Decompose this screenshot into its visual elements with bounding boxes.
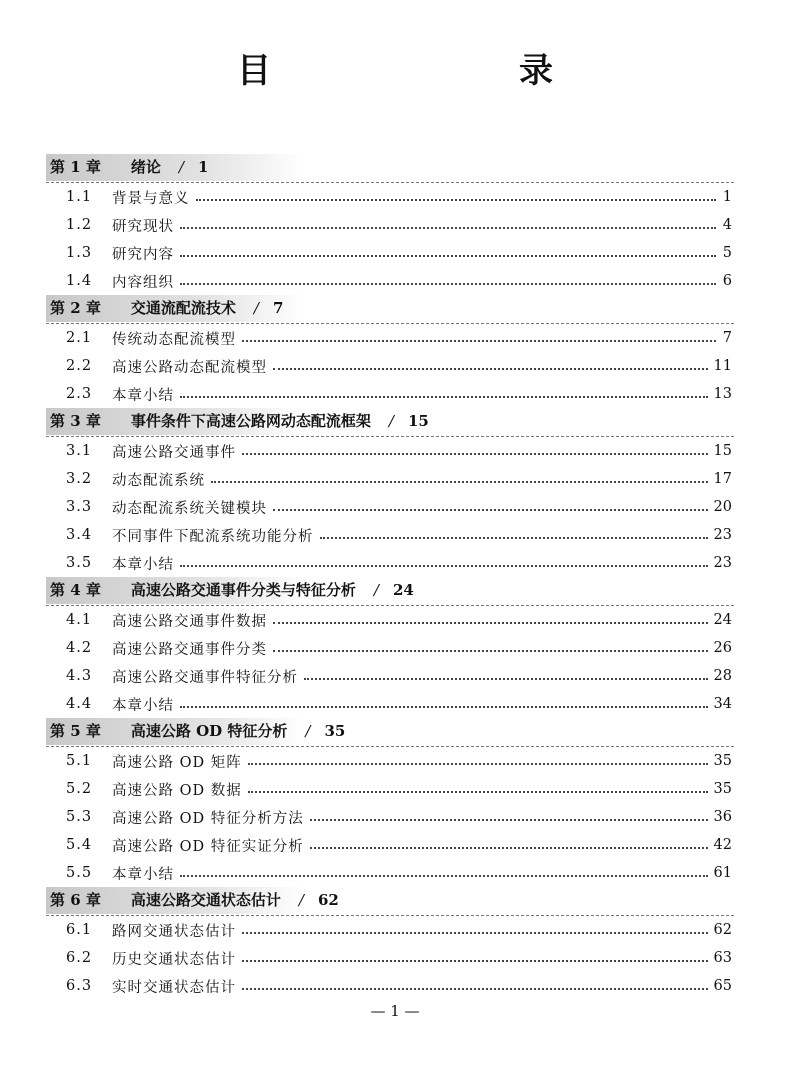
dot-leader [180, 395, 708, 398]
dot-leader [180, 705, 708, 708]
toc-entry[interactable] [46, 775, 734, 803]
section-page: 7 [722, 330, 732, 346]
chapter-heading[interactable] [46, 154, 734, 183]
section-page: 23 [713, 527, 732, 543]
toc-entry[interactable] [46, 521, 734, 549]
toc-entry[interactable] [46, 747, 734, 775]
section-number: 2.2 [66, 358, 93, 374]
dot-leader [304, 677, 708, 680]
section-title: 研究现状 [112, 218, 174, 235]
section-page: 6 [722, 273, 732, 289]
chapter-label: 第 5 章 [50, 722, 101, 740]
chapter-heading[interactable] [46, 295, 734, 324]
section-number: 5.4 [66, 837, 93, 853]
section-page: 35 [713, 753, 732, 769]
chapter-separator: / [178, 158, 184, 176]
section-title: 高速公路 OD 特征分析方法 [112, 810, 304, 827]
chapter-page: 35 [324, 722, 346, 740]
section-page: 63 [713, 950, 732, 966]
section-title: 高速公路交通事件分类 [112, 641, 267, 658]
section-number: 6.1 [66, 922, 93, 938]
section-title: 高速公路 OD 数据 [112, 782, 242, 799]
toc-entry[interactable] [46, 324, 734, 352]
chapter-page: 7 [272, 299, 284, 317]
section-title: 实时交通状态估计 [112, 979, 236, 996]
section-page: 13 [713, 386, 732, 402]
section-page: 36 [713, 809, 732, 825]
dot-leader [248, 762, 708, 765]
section-number: 1.4 [66, 273, 93, 289]
section-title: 本章小结 [112, 697, 174, 714]
section-page: 11 [713, 358, 732, 374]
section-number: 4.1 [66, 612, 93, 628]
chapter-page: 62 [317, 891, 339, 909]
section-title: 高速公路交通事件数据 [112, 613, 267, 630]
section-page: 17 [713, 471, 732, 487]
section-number: 3.3 [66, 499, 93, 515]
section-number: 4.3 [66, 668, 93, 684]
toc-entry[interactable] [46, 465, 734, 493]
section-title: 传统动态配流模型 [112, 331, 236, 348]
toc-entry[interactable] [46, 634, 734, 662]
section-number: 3.5 [66, 555, 93, 571]
chapter-heading-text [50, 408, 429, 435]
section-page: 62 [713, 922, 732, 938]
chapter-label: 第 1 章 [50, 158, 101, 176]
dot-leader [273, 649, 708, 652]
section-title: 高速公路动态配流模型 [112, 359, 267, 376]
dot-leader [310, 818, 708, 821]
dot-leader [242, 959, 708, 962]
section-number: 3.4 [66, 527, 93, 543]
section-page: 42 [713, 837, 732, 853]
section-title: 不同事件下配流系统功能分析 [112, 528, 314, 545]
chapter-title: 绪论 [130, 158, 161, 176]
page-number-footer: — 1 — [370, 1002, 420, 1020]
chapter-heading-text [50, 295, 283, 322]
section-title: 动态配流系统 [112, 472, 205, 489]
dot-leader [180, 254, 716, 257]
toc-entry[interactable] [46, 662, 734, 690]
chapter-separator: / [305, 722, 311, 740]
section-page: 26 [713, 640, 732, 656]
section-number: 3.2 [66, 471, 93, 487]
chapter-separator: / [373, 581, 379, 599]
chapter-heading[interactable] [46, 887, 734, 916]
section-page: 23 [713, 555, 732, 571]
section-page: 4 [722, 217, 732, 233]
section-number: 6.2 [66, 950, 93, 966]
section-number: 1.1 [66, 189, 93, 205]
chapter-heading[interactable] [46, 718, 734, 747]
section-number: 5.2 [66, 781, 93, 797]
dot-leader [273, 621, 708, 624]
section-page: 61 [713, 865, 732, 881]
section-title: 背景与意义 [112, 190, 190, 207]
dot-leader [180, 282, 716, 285]
toc-entry[interactable] [46, 493, 734, 521]
section-number: 3.1 [66, 443, 93, 459]
chapter-title: 事件条件下高速公路网动态配流框架 [130, 412, 371, 430]
chapter-label: 第 6 章 [50, 891, 101, 909]
dot-leader [248, 790, 708, 793]
section-title: 本章小结 [112, 866, 174, 883]
table-of-contents [46, 154, 734, 1000]
section-title: 路网交通状态估计 [112, 923, 236, 940]
chapter-title: 高速公路交通事件分类与特征分析 [130, 581, 356, 599]
chapter-heading-text [50, 154, 208, 181]
chapter-heading-text [50, 887, 339, 914]
section-number: 2.3 [66, 386, 93, 402]
chapter-title: 高速公路 OD 特征分析 [130, 722, 288, 740]
dot-leader [310, 846, 708, 849]
dot-leader [242, 987, 708, 990]
section-title: 本章小结 [112, 387, 174, 404]
chapter-heading[interactable] [46, 577, 734, 606]
section-title: 历史交通状态估计 [112, 951, 236, 968]
section-title: 内容组织 [112, 274, 174, 291]
chapter-page: 15 [407, 412, 429, 430]
toc-entry[interactable] [46, 690, 734, 718]
toc-entry[interactable] [46, 831, 734, 859]
section-page: 65 [713, 978, 732, 994]
section-page: 28 [713, 668, 732, 684]
section-number: 1.2 [66, 217, 93, 233]
section-number: 5.5 [66, 865, 93, 881]
chapter-separator: / [298, 891, 304, 909]
chapter-heading-text [50, 577, 414, 604]
section-number: 5.1 [66, 753, 93, 769]
chapter-separator: / [388, 412, 394, 430]
toc-entry[interactable] [46, 803, 734, 831]
section-title: 高速公路 OD 特征实证分析 [112, 838, 304, 855]
chapter-heading[interactable] [46, 408, 734, 437]
toc-entry[interactable] [46, 606, 734, 634]
chapter-page: 1 [197, 158, 209, 176]
dot-leader [211, 480, 708, 483]
section-title: 高速公路 OD 矩阵 [112, 754, 242, 771]
section-number: 5.3 [66, 809, 93, 825]
section-number: 4.2 [66, 640, 93, 656]
section-title: 高速公路交通事件特征分析 [112, 669, 298, 686]
toc-entry[interactable] [46, 916, 734, 944]
section-page: 1 [722, 189, 732, 205]
toc-entry[interactable] [46, 437, 734, 465]
dot-leader [242, 452, 708, 455]
section-title: 动态配流系统关键模块 [112, 500, 267, 517]
section-page: 34 [713, 696, 732, 712]
section-number: 6.3 [66, 978, 93, 994]
toc-entry[interactable] [46, 859, 734, 887]
dot-leader [273, 508, 708, 511]
chapter-label: 第 3 章 [50, 412, 101, 430]
toc-entry[interactable] [46, 183, 734, 211]
section-title: 本章小结 [112, 556, 174, 573]
section-page: 35 [713, 781, 732, 797]
dot-leader [320, 536, 708, 539]
section-page: 20 [713, 499, 732, 515]
section-page: 5 [722, 245, 732, 261]
toc-entry[interactable] [46, 352, 734, 380]
dot-leader [180, 226, 716, 229]
chapter-title: 高速公路交通状态估计 [130, 891, 281, 909]
section-title: 研究内容 [112, 246, 174, 263]
dot-leader [242, 339, 716, 342]
dot-leader [196, 198, 717, 201]
dot-leader [180, 564, 708, 567]
chapter-heading-text [50, 718, 345, 745]
page-title: 目 录 [237, 51, 613, 91]
section-page: 24 [713, 612, 732, 628]
toc-entry[interactable] [46, 267, 734, 295]
section-number: 2.1 [66, 330, 93, 346]
section-title: 高速公路交通事件 [112, 444, 236, 461]
section-number: 1.3 [66, 245, 93, 261]
section-page: 15 [713, 443, 732, 459]
chapter-page: 24 [392, 581, 414, 599]
dot-leader [242, 931, 708, 934]
chapter-title: 交通流配流技术 [130, 299, 236, 317]
dot-leader [180, 874, 708, 877]
dot-leader [273, 367, 708, 370]
toc-entry[interactable] [46, 972, 734, 1000]
chapter-separator: / [253, 299, 259, 317]
toc-entry[interactable] [46, 239, 734, 267]
toc-entry[interactable] [46, 549, 734, 577]
chapter-label: 第 2 章 [50, 299, 101, 317]
section-number: 4.4 [66, 696, 93, 712]
chapter-label: 第 4 章 [50, 581, 101, 599]
toc-entry[interactable] [46, 944, 734, 972]
toc-entry[interactable] [46, 211, 734, 239]
toc-entry[interactable] [46, 380, 734, 408]
